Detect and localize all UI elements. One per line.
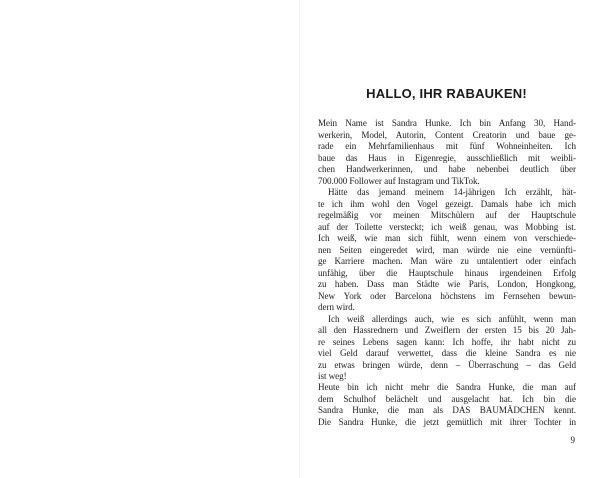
text-line: viel Geld darauf verwettet, dass die kleine Sandra es nie	[318, 348, 576, 358]
paragraph-4	[318, 382, 576, 428]
body-text-upper	[318, 118, 576, 383]
text-line: baue das Haus in Eigenregie, ausschließlich mit weibli-	[318, 152, 576, 163]
paragraph-1	[318, 118, 576, 187]
text-line: zu etwas bringen würde, denn – Überraschung – das Geld	[318, 359, 576, 370]
text-line: Sandra Hunke, die man als DAS BAUMÄDCHEN kennt.	[318, 405, 576, 415]
text-line: werkerin, Model, Autorin, Content Creatorin und baue ge-	[318, 129, 576, 140]
text-line: all den Hassrednern und Zweiflern der ersten 15 bis 20 Jah-	[318, 325, 576, 335]
text-line: unfähig, über die Hauptschule hinaus irgendeinen Erfolg	[318, 267, 576, 278]
text-line: nen Seiten eingeredet wird, man würde nie eine vernünfti-	[318, 244, 576, 255]
text-line: re seines Lebens sagen kann: Ich hoffe, ihr habt nicht zu	[318, 336, 576, 347]
text-line: Ich weiß allerdings auch, wie es sich anfühlt, wenn man	[328, 313, 576, 324]
chapter-title: HALLO, IHR RABAUKEN!	[366, 86, 527, 101]
text-line: rade ein Mehrfamilienhaus mit fünf Wohneinheiten. Ich	[318, 141, 576, 151]
text-line: auf der Toilette versteckt; ich weiß genau, was Mobbing ist.	[318, 221, 576, 232]
text-line: regelmäßig vor meinen Mitschülern auf der Hauptschule	[318, 210, 576, 220]
text-line: Ich weiß, wie man sich fühlt, wenn einem von verschiede-	[318, 233, 576, 243]
text-line: te ich ihm wohl den Vogel gezeigt. Damals habe ich mich	[318, 198, 576, 209]
paragraph-3	[318, 314, 576, 383]
text-line: Die Sandra Hunke, die jetzt gemütlich mit ihrer Tochter in	[318, 416, 576, 427]
paragraph-2	[318, 187, 576, 314]
text-line: Hätte das jemand meinem 14-jährigen Ich erzählt, hät-	[328, 187, 576, 197]
text-line: ist weg!	[318, 371, 347, 381]
page-number: 9	[570, 435, 575, 445]
text-line: chen Handwerkerinnen, und habe nebenbei deutlich über	[318, 164, 576, 174]
text-line: ge Karriere machen. Man wäre zu untalentiert oder einfach	[318, 256, 576, 266]
text-line: Mein Name ist Sandra Hunke. Ich bin Anfang 30, Hand-	[318, 118, 576, 128]
text-line: Heute bin ich nicht mehr die Sandra Hunke, die man auf	[318, 382, 576, 392]
text-line: zu haben. Dass man Städte wie Paris, London, Hongkong,	[318, 279, 576, 289]
text-line: 700.000 Follower auf Instagram und TikTok.	[318, 175, 480, 186]
text-line: New York oder Barcelona höchstens im Fernsehen bewun-	[318, 290, 576, 301]
text-line: dern wird.	[318, 302, 355, 312]
body-text-lower	[318, 382, 576, 428]
text-line: dem Schulhof belächelt und ausgelacht hat. Ich bin die	[318, 393, 576, 404]
